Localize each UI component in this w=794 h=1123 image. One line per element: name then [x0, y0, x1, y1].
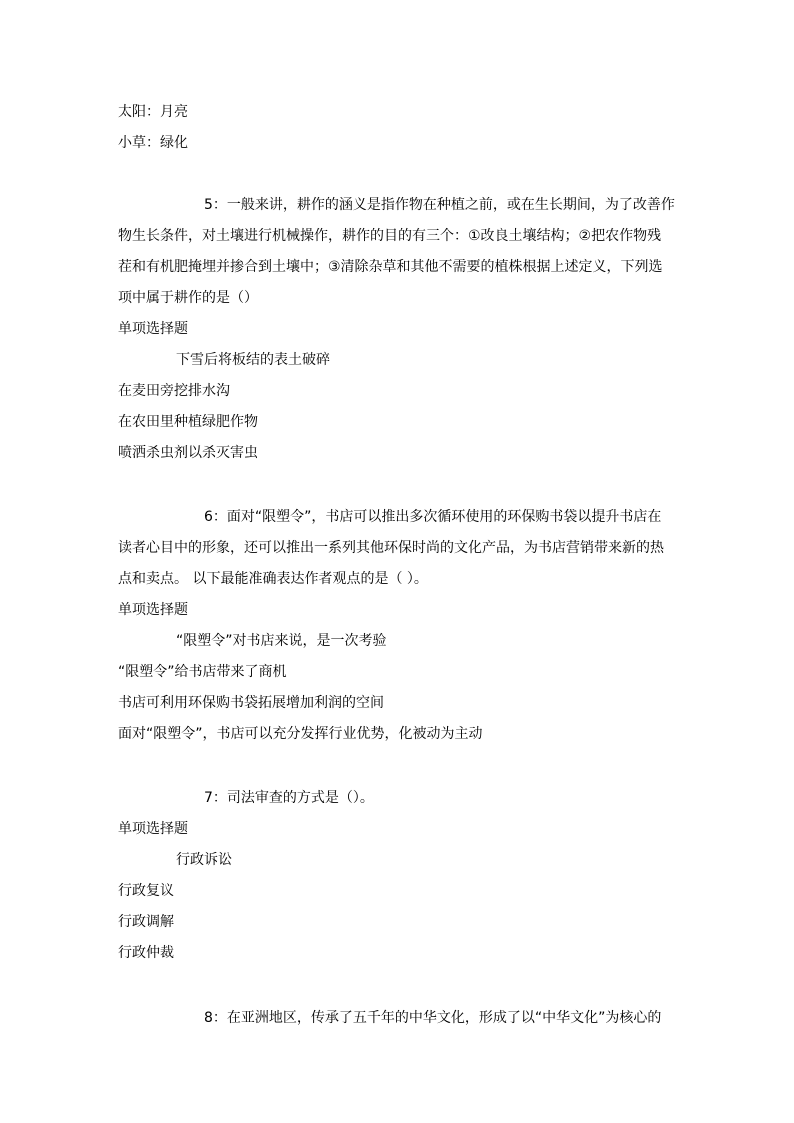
question-7-type: 单项选择题: [118, 821, 188, 837]
question-5-option-2: 在麦田旁挖排水沟: [118, 383, 230, 399]
question-6-type: 单项选择题: [118, 602, 188, 618]
question-5-option-1: 下雪后将板结的表土破碎: [176, 352, 330, 368]
question-7-option-3: 行政调解: [118, 914, 174, 930]
question-6-number: 6: [204, 509, 213, 525]
prev-option-2: 小草：绿化: [118, 135, 188, 151]
prev-option-1: 太阳：月亮: [118, 104, 188, 120]
question-7-stem-line-1: 7：司法审查的方式是（）。: [204, 790, 374, 806]
question-7-option-2: 行政复议: [118, 883, 174, 899]
question-6-stem-line-3: 点和卖点。 以下最能准确表达作者观点的是（ ）。: [118, 571, 428, 587]
question-6-option-1: “限塑令”对书店来说，是一次考验: [176, 633, 387, 649]
question-6-stem-line-1: 6：面对“限塑令”，书店可以推出多次循环使用的环保购书袋以提升书店在: [204, 509, 662, 525]
question-7-number: 7: [204, 790, 213, 806]
question-6-option-2: “限塑令”给书店带来了商机: [118, 664, 287, 680]
question-6-option-3: 书店可利用环保购书袋拓展增加利润的空间: [118, 695, 384, 711]
question-5-stem-line-3: 茬和有机肥掩埋并掺合到土壤中；③清除杂草和其他不需要的植株根据上述定义，下列选: [118, 259, 663, 275]
question-5-type: 单项选择题: [118, 321, 188, 337]
question-5-option-3: 在农田里种植绿肥作物: [118, 414, 258, 430]
question-7-option-1: 行政诉讼: [176, 852, 232, 868]
question-5-number: 5: [204, 197, 213, 213]
question-7-option-4: 行政仲裁: [118, 945, 174, 961]
question-6-stem-line-2: 读者心目中的形象，还可以推出一系列其他环保时尚的文化产品，为书店营销带来新的热: [118, 540, 664, 556]
question-5-option-4: 喷洒杀虫剂以杀灭害虫: [118, 445, 258, 461]
question-5-stem-line-4: 项中属于耕作的是（）: [118, 290, 258, 306]
question-6-option-4: 面对“限塑令”，书店可以充分发挥行业优势，化被动为主动: [118, 726, 483, 742]
question-8-number: 8: [204, 1010, 213, 1026]
question-8-stem-line-1: 8：在亚洲地区，传承了五千年的中华文化，形成了以“中华文化”为核心的: [204, 1010, 662, 1026]
question-5-stem-line-2: 物生长条件，对土壤进行机械操作，耕作的目的有三个：①改良土壤结构；②把农作物残: [118, 228, 662, 244]
question-5-stem-line-1: 5：一般来讲，耕作的涵义是指作物在种植之前，或在生长期间，为了改善作: [204, 197, 675, 213]
